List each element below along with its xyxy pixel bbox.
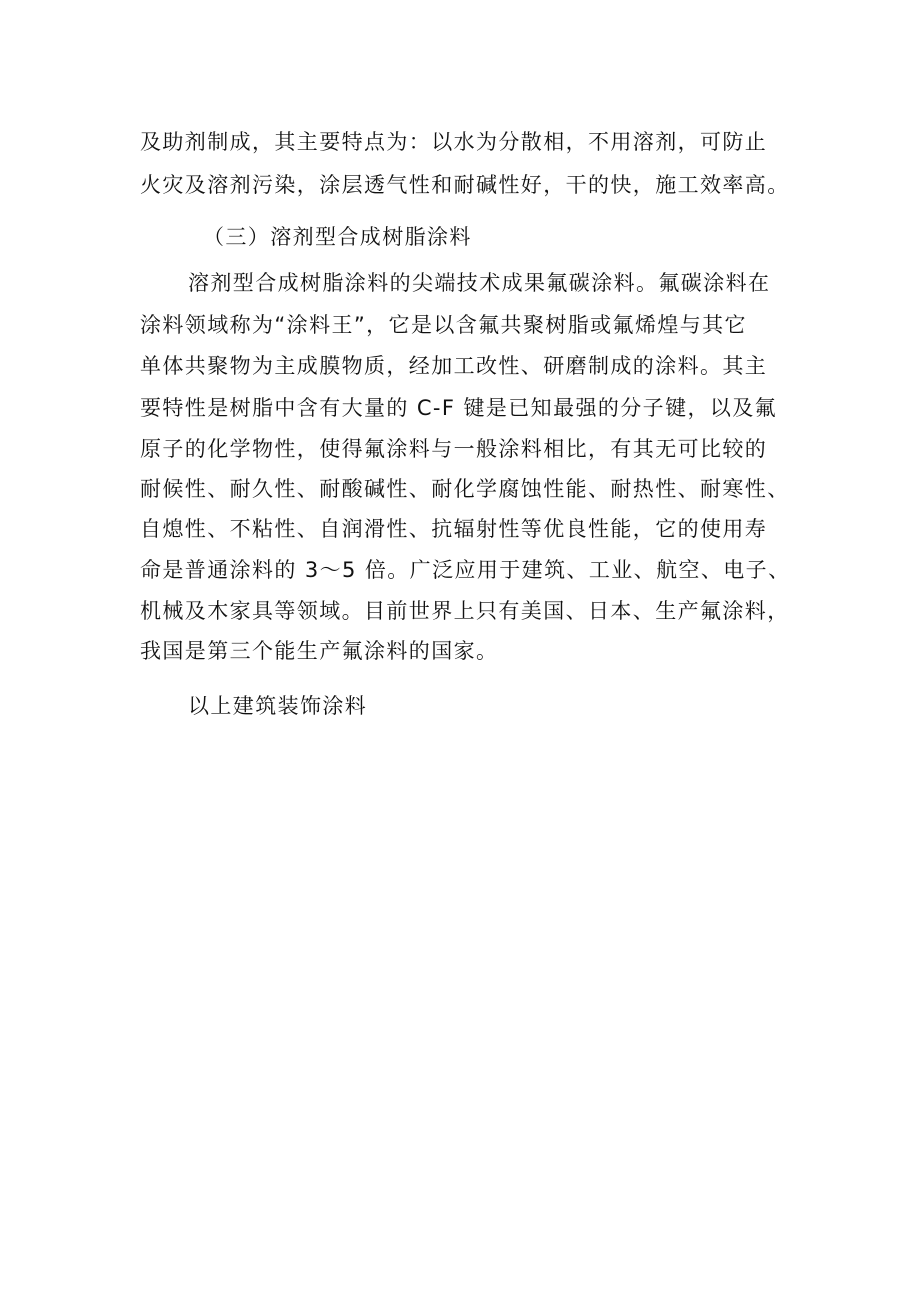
paragraph2-line4: 要特性是树脂中含有大量的 C-F 键是已知最强的分子键，以及氟 bbox=[140, 396, 778, 420]
paragraph2-line10: 我国是第三个能生产氟涂料的国家。 bbox=[140, 639, 499, 663]
paragraph2-line6: 耐候性、耐久性、耐酸碱性、耐化学腐蚀性能、耐热性、耐寒性、 bbox=[140, 477, 790, 501]
paragraph2-line8: 命是普通涂料的 3～5 倍。广泛应用于建筑、工业、航空、电子、 bbox=[140, 558, 791, 582]
paragraph2-line9: 机械及木家具等领域。目前世界上只有美国、日本、生产氟涂料， bbox=[140, 599, 790, 623]
paragraph2-line1: 溶剂型合成树脂涂料的尖端技术成果氟碳涂料。氟碳涂料在 bbox=[188, 271, 771, 295]
section-heading: （三）溶剂型合成树脂涂料 bbox=[203, 225, 472, 249]
paragraph2-line2: 涂料领域称为“涂料王”，它是以含氟共聚树脂或氟烯煌与其它 bbox=[140, 313, 747, 337]
paragraph2-line7: 自熄性、不粘性、自润滑性、抗辐射性等优良性能，它的使用寿 bbox=[140, 517, 768, 541]
paragraph2-line5: 原子的化学物性，使得氟涂料与一般涂料相比，有其无可比较的 bbox=[140, 437, 768, 461]
closing-text: 以上建筑装饰涂料 bbox=[188, 694, 368, 718]
paragraph1-line1: 及助剂制成，其主要特点为：以水为分散相，不用溶剂，可防止 bbox=[140, 130, 768, 154]
paragraph1-line2: 火灾及溶剂污染，涂层透气性和耐碱性好，干的快，施工效率高。 bbox=[140, 173, 790, 197]
paragraph2-line3: 单体共聚物为主成膜物质，经加工改性、研磨制成的涂料。其主 bbox=[140, 354, 768, 378]
